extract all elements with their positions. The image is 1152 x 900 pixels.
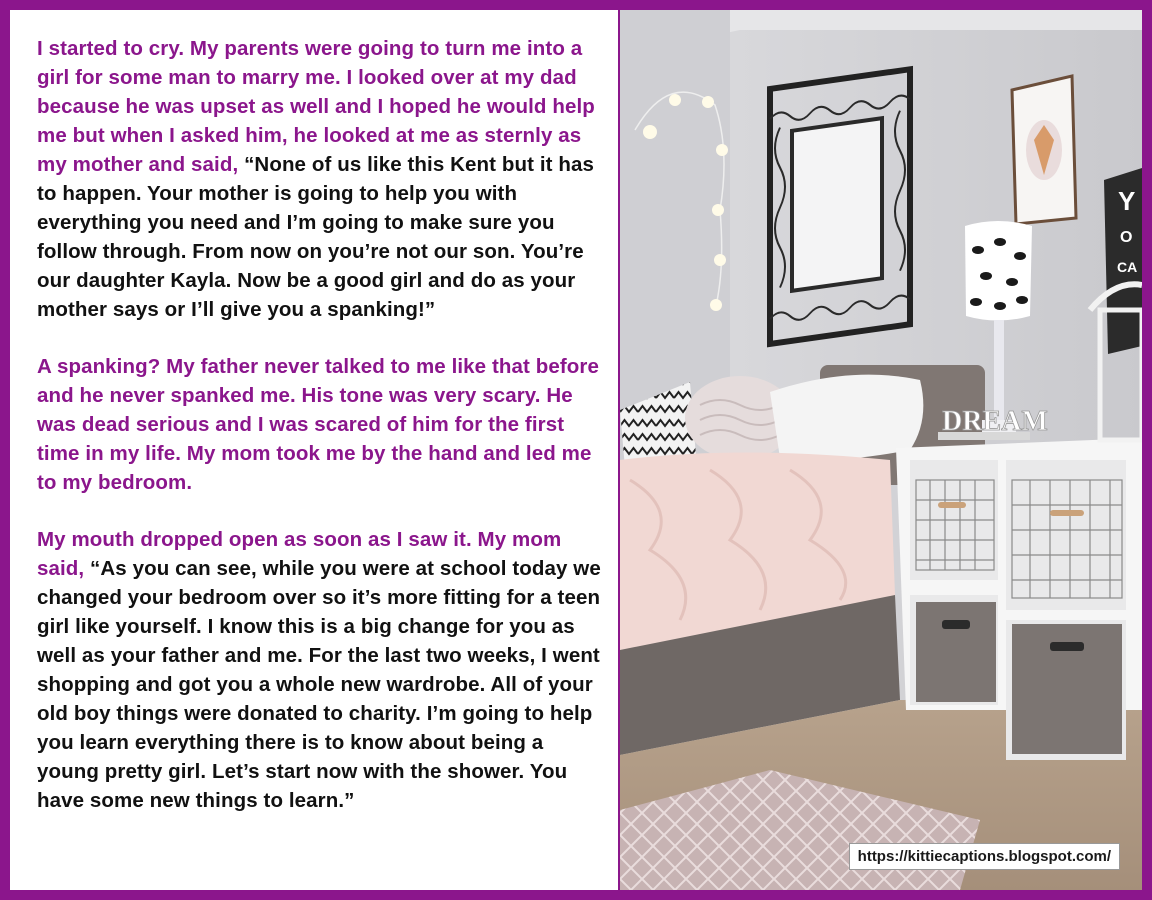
svg-text:CA: CA bbox=[1117, 259, 1138, 275]
typography-poster bbox=[1104, 168, 1142, 354]
narration-text: I started to cry. My parents were going to turn me into a girl for some man to marry me. I looked over at my dad because he was upset as well and I hoped he would help me but when I asked him, he looked at me as sternly as my mother and said, bbox=[37, 37, 595, 176]
narration-text: My mouth dropped open as soon as I saw it. My mom said, bbox=[37, 528, 562, 580]
svg-text:O: O bbox=[1120, 229, 1133, 246]
story-text-panel bbox=[10, 10, 618, 890]
svg-text:Y: Y bbox=[1118, 186, 1136, 216]
svg-text:DREAM: DREAM bbox=[942, 406, 1048, 437]
story-paragraph-2 bbox=[37, 352, 604, 497]
dialogue-text: “As you can see, while you were at school today we changed your bedroom over so it’s more fitting for a teen girl like yourself. I know this is a big change for you as well as your father and me. For the last two weeks, I went shopping and got you a whole new wardrobe. All of your old boy things were donated to charity. I’m going to help you learn everything there is to know about being a young pretty girl. Let’s start now with the shower. You have some new things to learn.” bbox=[37, 557, 601, 812]
bedroom-photo bbox=[620, 10, 1142, 890]
story-paragraph-3 bbox=[37, 525, 604, 815]
narration-text: A spanking? My father never talked to me like that before and he never spanked me. His tone was very scary. He was dead serious and I was scared of him for the first time in my life. My mom took me by the hand and led me to my bedroom. bbox=[37, 355, 599, 494]
caption-frame bbox=[10, 10, 1142, 890]
blog-url-label: https://kittiecaptions.blogspot.com/ bbox=[849, 843, 1120, 870]
story-paragraph-1 bbox=[37, 34, 604, 324]
dialogue-text: “None of us like this Kent but it has to happen. Your mother is going to help you with everything you need and I’m going to make sure you follow through. From now on you’re not our son. You’re our daughter Kayla. Now be a good girl and do as your mother says or I’ll give you a spanking!” bbox=[37, 153, 595, 321]
dream-sign bbox=[938, 406, 1048, 440]
fox-picture bbox=[1012, 76, 1076, 224]
